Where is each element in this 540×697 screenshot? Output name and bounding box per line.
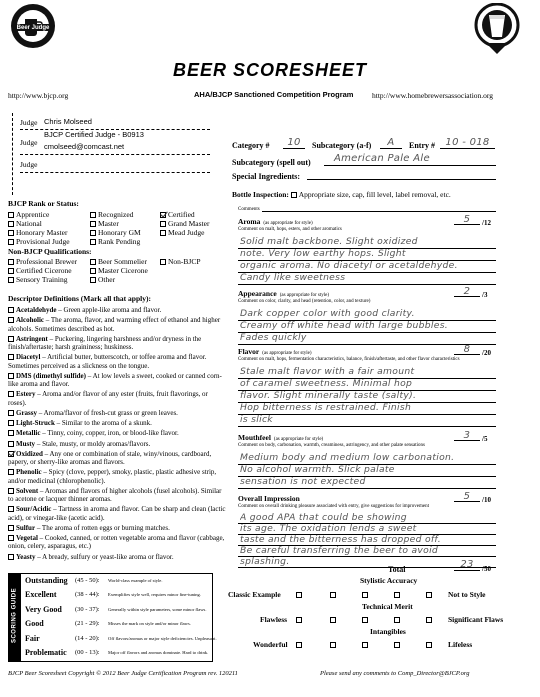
descriptor-text: – Any one or combination of stale, winy/vinous, cardboard, papery, or sherry-like aromas and flavors. [8, 449, 212, 466]
rating-checkbox[interactable] [296, 617, 302, 623]
descriptor-name: Estery [16, 390, 36, 399]
descriptor-checkbox[interactable] [8, 430, 14, 436]
comments-label: Comments [238, 207, 260, 212]
qualification-label: Non-BJCP [168, 257, 201, 266]
descriptor-checkbox[interactable] [8, 535, 14, 541]
rating-checkbox[interactable] [394, 617, 400, 623]
rank-checkbox[interactable] [8, 239, 14, 245]
descriptor-checkbox[interactable] [8, 317, 14, 323]
guide-desc: World-class example of style. [108, 578, 163, 583]
stylistic-header: Stylistic Accuracy [360, 576, 418, 585]
rank-label: Rank Pending [98, 237, 141, 246]
overall-title: Overall Impression [238, 494, 300, 503]
subcategory-label: Subcategory (a-f) [312, 141, 372, 150]
descriptor-item[interactable] [8, 440, 228, 448]
guide-range: (38 - 44): [75, 591, 100, 599]
qualification-label: Professional Brewer [16, 257, 78, 266]
descriptor-text: – Aroma/flavor of fresh-cut grass or green leaves. [37, 408, 178, 417]
judge-label-2: Judge [20, 138, 38, 147]
flavor-comment-line[interactable]: is slick [240, 415, 273, 425]
program-subtitle: AHA/BJCP Sanctioned Competition Program [194, 90, 354, 99]
descriptor-text: – A bready, sulfury or yeast-like aroma or flavor. [35, 552, 174, 561]
qualification-label: Other [98, 275, 116, 284]
descriptor-list [8, 306, 228, 563]
appearance-max: /3 [482, 291, 488, 299]
mouthfeel-instructions: Comment on body, carbonation, warmth, creaminess, astringency, and other palate sensations [238, 443, 425, 448]
rank-checkbox[interactable] [90, 221, 96, 227]
guide-range: (00 - 13): [75, 649, 100, 656]
descriptor-text: – Stale, musty, or moldy aromas/flavors. [35, 439, 151, 448]
rating-checkbox[interactable] [296, 642, 302, 648]
descriptor-item[interactable] [8, 306, 228, 314]
rank-checkbox[interactable] [8, 221, 14, 227]
rank-checkbox[interactable] [90, 230, 96, 236]
qualification-checkbox[interactable] [90, 259, 96, 265]
rating-checkbox[interactable] [426, 617, 432, 623]
descriptor-name: Phenolic [16, 468, 42, 477]
aroma-title: Aroma [238, 217, 261, 226]
descriptor-checkbox[interactable] [8, 391, 14, 397]
rating-checkbox[interactable] [330, 592, 336, 598]
not-style-label: Not to Style [448, 590, 486, 599]
rank-label: Recognized [98, 210, 134, 219]
descriptor-item[interactable] [8, 372, 228, 389]
guide-name: Good [25, 619, 44, 629]
aroma-comment-line[interactable]: note. Very low earthy hops. Slight [240, 249, 406, 259]
rating-checkbox[interactable] [426, 642, 432, 648]
rating-checkbox[interactable] [330, 642, 336, 648]
flavor-max: /20 [482, 349, 491, 357]
rank-label: Certified [168, 210, 195, 219]
descriptor-checkbox[interactable] [8, 488, 14, 494]
rating-checkbox[interactable] [362, 617, 368, 623]
rating-checkbox[interactable] [394, 592, 400, 598]
mouthfeel-heading [238, 434, 323, 443]
descriptor-item[interactable] [8, 409, 228, 417]
appearance-heading [238, 290, 329, 299]
flavor-comment-line[interactable]: of caramel sweetness. Minimal hop [240, 379, 413, 389]
judge-name[interactable]: Chris Molseed [44, 117, 92, 126]
qualification-label: Master Cicerone [98, 266, 148, 275]
rank-option[interactable] [8, 238, 70, 247]
rank-option[interactable] [90, 238, 140, 247]
total-label: Total [388, 565, 406, 574]
descriptor-text: – Aroma and/or flavor of any ester (fruits, fruit flavorings, or roses). [8, 390, 208, 407]
flavor-comment-line[interactable]: Hop bitterness is restrained. Finish [240, 403, 412, 413]
qualification-checkbox[interactable] [8, 268, 14, 274]
judge-cert[interactable]: BJCP Certified Judge - B0913 [44, 130, 144, 139]
overall-comment-line[interactable]: A good APA that could be showing [240, 513, 407, 523]
rank-title: BJCP Rank or Status: [8, 199, 79, 208]
judge-label-1: Judge [20, 118, 38, 127]
descriptor-item[interactable] [8, 487, 228, 504]
flavor-hint: (as appropriate for style) [262, 351, 312, 356]
classic-label: Classic Example [228, 590, 281, 599]
judge-label-3: Judge [20, 160, 38, 169]
descriptor-text: – Cooked, canned, or rotten vegetable aroma and flavor (cabbage, onion, celery, asparagus, etc.) [8, 534, 225, 551]
overall-score-field[interactable]: 5 [454, 491, 480, 502]
guide-range: (45 - 50): [75, 577, 100, 584]
descriptor-text: – The aroma, flavor, and warming effect of ethanol and higher alcohols. Sometimes described as hot. [8, 316, 221, 333]
descriptor-name: Sour/Acidic [16, 505, 52, 514]
descriptor-name: DMS (dimethyl sulfide) [16, 371, 86, 380]
rank-label: Grand Master [168, 219, 210, 228]
descriptor-name: Acetaldehyde [16, 306, 57, 314]
subcategory-field[interactable]: A [380, 137, 402, 149]
guide-range: (14 - 20): [75, 634, 100, 642]
intangibles-header: Intangibles [370, 627, 406, 636]
category-label: Category # [232, 141, 270, 150]
aroma-comment-line[interactable]: Solid malt backbone. Slight oxidized [240, 237, 418, 247]
descriptor-name: Sulfur [16, 523, 36, 532]
guide-desc: Exemplifies style well, requires minor fine-tuning. [108, 592, 202, 598]
overall-instructions: Comment on overall drinking pleasure associated with entry, give suggestions for improvement [238, 504, 430, 509]
flavor-score-field[interactable]: 8 [454, 344, 480, 355]
descriptor-text: – Green apple-like aroma and flavor. [56, 306, 162, 314]
descriptor-checkbox[interactable] [8, 373, 14, 379]
descriptor-name: Metallic [16, 429, 41, 438]
appearance-hint: (as appropriate for style) [279, 293, 330, 298]
descriptor-checkbox[interactable] [8, 307, 14, 313]
aroma-heading [238, 218, 313, 227]
guide-name: Problematic [25, 648, 67, 657]
special-ingredients-label: Special Ingredients: [232, 172, 301, 181]
descriptor-checkbox[interactable] [8, 441, 14, 447]
overall-heading [238, 495, 300, 504]
descriptor-text: – The aroma of rotten eggs or burning matches. [35, 523, 170, 532]
guide-range: (21 - 29): [75, 620, 100, 628]
subcat-spell-label: Subcategory (spell out) [232, 158, 311, 167]
rank-label: Honorary GM [98, 228, 141, 237]
descriptor-checkbox[interactable] [8, 506, 14, 512]
descriptor-name: Musty [16, 439, 36, 448]
qualification-label: Beer Sommelier [98, 257, 147, 266]
appearance-title: Appearance [238, 289, 277, 298]
rank-label: Provisional Judge [16, 237, 70, 246]
rank-checkbox[interactable] [90, 212, 96, 218]
rank-checkbox[interactable] [90, 239, 96, 245]
guide-desc: Generally within style parameters, some minor flaws. [108, 606, 207, 612]
mouthfeel-comment-line[interactable]: sensation is not expected [240, 477, 366, 487]
aroma-score-field[interactable]: 5 [454, 214, 480, 225]
logo-text: Beer Judge [16, 25, 50, 31]
scoring-guide [8, 573, 217, 662]
aroma-hint: (as appropriate for style) [263, 221, 313, 226]
descriptor-name: Astringent [16, 334, 48, 343]
guide-name: Very Good [25, 604, 62, 614]
descriptor-title: Descriptor Definitions (Mark all that apply): [8, 294, 151, 303]
descriptor-checkbox[interactable] [8, 451, 14, 457]
total-max: /50 [482, 565, 491, 573]
page-title: BEER SCORESHEET [172, 60, 368, 80]
descriptor-text: – Similar to the aroma of a skunk. [54, 419, 152, 427]
judge-email[interactable]: cmolseed@comcast.net [44, 142, 125, 151]
qualification-label: Certified Cicerone [16, 266, 72, 275]
mouthfeel-comment-line[interactable]: No alcohol warmth. Slick palate [240, 465, 395, 475]
appearance-comment-line[interactable]: Dark copper color with good clarity. [240, 309, 415, 319]
descriptor-item[interactable] [8, 450, 228, 467]
url-left[interactable]: http://www.bjcp.org [8, 91, 69, 100]
footer-copyright: BJCP Beer Scoresheet Copyright © 2012 Beer Judge Certification Program rev. 120211 [8, 670, 238, 677]
rank-label: Mead Judge [168, 228, 205, 237]
guide-range: (30 - 37): [75, 605, 100, 613]
rating-checkbox[interactable] [394, 642, 400, 648]
descriptor-checkbox[interactable] [8, 354, 14, 360]
guide-desc: Off flavors/aromas or major style deficiencies. Unpleasant. [108, 635, 217, 641]
qualification-checkbox[interactable] [160, 259, 166, 265]
mouthfeel-score-field[interactable]: 3 [454, 430, 480, 441]
rating-checkbox[interactable] [362, 592, 368, 598]
entry-label: Entry # [409, 141, 435, 150]
appearance-comment-line[interactable]: Creamy off white head with large bubbles. [240, 321, 449, 331]
flavor-comment-line[interactable]: flavor. Slight minerally taste (salty). [240, 391, 417, 401]
sig-flaws-label: Significant Flaws [448, 615, 504, 624]
qualification-checkbox[interactable] [8, 277, 14, 283]
footer-contact: Please send any comments to Comp_Director@BJCP.org [320, 670, 470, 677]
descriptor-name: Light-Struck [16, 419, 55, 427]
descriptor-text: – Tinny, coiny, copper, iron, or blood-like flavor. [40, 429, 179, 438]
overall-comment-line[interactable]: Be careful transferring the beer to avoid [240, 546, 439, 556]
descriptor-item[interactable] [8, 468, 228, 485]
rank-label: Honorary Master [16, 228, 68, 237]
rating-checkbox[interactable] [362, 642, 368, 648]
rank-checkbox[interactable] [160, 212, 166, 218]
guide-name: Outstanding [25, 576, 68, 585]
rating-checkbox[interactable] [330, 617, 336, 623]
descriptor-item[interactable] [8, 390, 228, 407]
nonbjcp-title: Non-BJCP Qualifications: [8, 247, 92, 256]
subcat-spell-field[interactable]: American Pale Ale [324, 153, 496, 166]
descriptor-text: – Spicy (clove, pepper), smoky, plastic, plastic adhesive strip, and/or medicinal (chlorophenolic). [8, 468, 217, 485]
descriptor-item[interactable] [8, 335, 228, 352]
mouthfeel-max: /5 [482, 435, 488, 443]
descriptor-checkbox[interactable] [8, 469, 14, 475]
rank-checkbox[interactable] [160, 230, 166, 236]
rank-label: Apprentice [16, 210, 50, 219]
aroma-comment-line[interactable]: Candy like sweetness [240, 273, 346, 283]
qualification-checkbox[interactable] [90, 277, 96, 283]
appearance-comment-line[interactable]: Fades quickly [240, 333, 307, 343]
qualification-checkbox[interactable] [8, 259, 14, 265]
aroma-instructions: Comment on malt, hops, esters, and other aromatics [238, 227, 342, 232]
descriptor-checkbox[interactable] [8, 420, 14, 426]
entry-field[interactable]: 10 - 018 [440, 137, 495, 149]
rating-checkbox[interactable] [296, 592, 302, 598]
total-score-field[interactable]: 23 [454, 559, 480, 571]
flavor-comment-line[interactable]: Stale malt flavor with a fair amount [240, 367, 415, 377]
rank-checkbox[interactable] [8, 230, 14, 236]
aroma-max: /12 [482, 219, 491, 227]
rank-option[interactable] [160, 229, 204, 238]
appearance-score-field[interactable]: 2 [454, 286, 480, 297]
overall-comment-line[interactable]: its age. The oxidation lends a sweet [240, 524, 417, 534]
scoring-guide-sidebar [9, 574, 21, 661]
flavor-instructions: Comment on malt, hops, fermentation characteristics, balance, finish/aftertaste, and other flavor characteristics [238, 357, 460, 362]
rating-checkbox[interactable] [426, 592, 432, 598]
category-field[interactable]: 10 [283, 137, 305, 149]
descriptor-name: Vegetal [16, 534, 38, 542]
check-grid [220, 573, 510, 662]
flavor-title: Flavor [238, 347, 260, 356]
descriptor-text: – Tartness in aroma and flavor. Can be sharp and clean (lactic acid), or vinegar-like (acetic acid). [8, 505, 226, 522]
descriptor-item[interactable] [8, 553, 228, 561]
bottle-inspection: Bottle Inspection: Appropriate size, cap, fill level, label removal, etc. [232, 190, 451, 199]
descriptor-item[interactable] [8, 316, 228, 333]
descriptor-name: Grassy [16, 408, 37, 417]
rank-label: Master [98, 219, 119, 228]
mouthfeel-hint: (as appropriate for style) [273, 437, 324, 442]
descriptor-name: Diacetyl [16, 353, 41, 362]
guide-desc: Misses the mark on style and/or minor flaws. [108, 621, 191, 627]
descriptor-item[interactable] [8, 524, 228, 532]
descriptor-name: Solvent [16, 486, 39, 495]
qualification-checkbox[interactable] [90, 268, 96, 274]
descriptor-text: – At low levels a sweet, cooked or canned corn-like aroma and flavor. [8, 371, 222, 388]
appearance-instructions: Comment on color, clarity, and head (retention, color, and texture) [238, 299, 371, 304]
overall-max: /10 [482, 496, 491, 504]
guide-desc: Major off flavors and aromas dominate. Hard to drink. [108, 650, 209, 655]
rank-checkbox[interactable] [8, 212, 14, 218]
descriptor-text: – Aromas and flavors of higher alcohols (fusel alcohols). Similar to acetone or lacquer thinner aromas. [8, 486, 222, 503]
mouthfeel-comment-line[interactable]: Medium body and medium low carbonation. [240, 453, 455, 463]
aroma-comment-line[interactable]: organic aroma. No diacetyl or acetaldehyde. [240, 261, 458, 271]
flawless-label: Flawless [260, 615, 288, 624]
qualification-option[interactable] [8, 276, 67, 285]
descriptor-text: – Artificial butter, butterscotch, or toffee aroma and flavor. Sometimes perceived as a slickness on the tongue. [8, 353, 207, 370]
mouthfeel-title: Mouthfeel [238, 433, 271, 442]
descriptor-checkbox[interactable] [8, 410, 14, 416]
rank-label: National [16, 219, 42, 228]
descriptor-checkbox[interactable] [8, 336, 14, 342]
flavor-heading [238, 348, 312, 357]
guide-name: Fair [25, 633, 40, 643]
overall-comment-line[interactable]: splashing. [240, 557, 290, 567]
rank-checkbox[interactable] [160, 221, 166, 227]
descriptor-item[interactable] [8, 353, 228, 370]
url-right[interactable]: http://www.homebrewersassociation.org [372, 91, 494, 100]
descriptor-item[interactable] [8, 419, 228, 427]
qualification-option[interactable] [90, 276, 115, 285]
overall-comment-line[interactable]: taste and the bitterness has dropped off. [240, 535, 441, 545]
technical-header: Technical Merit [362, 602, 413, 611]
descriptor-name: Oxidized [16, 449, 43, 458]
descriptor-item[interactable] [8, 429, 228, 437]
descriptor-name: Alcoholic [16, 316, 44, 325]
descriptor-name: Yeasty [16, 552, 36, 561]
qualification-label: Sensory Training [16, 275, 68, 284]
descriptor-text: – Puckering, lingering harshness and/or dryness in the finish/aftertaste; harsh graininess; huskiness. [8, 334, 202, 351]
bjcp-logo [10, 3, 56, 49]
scoring-guide-label: SCORING GUIDE [11, 587, 18, 644]
qualification-option[interactable] [160, 258, 201, 267]
descriptor-item[interactable] [8, 534, 228, 551]
wonderful-label: Wonderful [253, 640, 288, 649]
descriptor-checkbox[interactable] [8, 554, 14, 560]
descriptor-checkbox[interactable] [8, 525, 14, 531]
guide-name: Excellent [25, 590, 57, 600]
descriptor-item[interactable] [8, 505, 228, 522]
lifeless-label: Lifeless [448, 640, 473, 649]
